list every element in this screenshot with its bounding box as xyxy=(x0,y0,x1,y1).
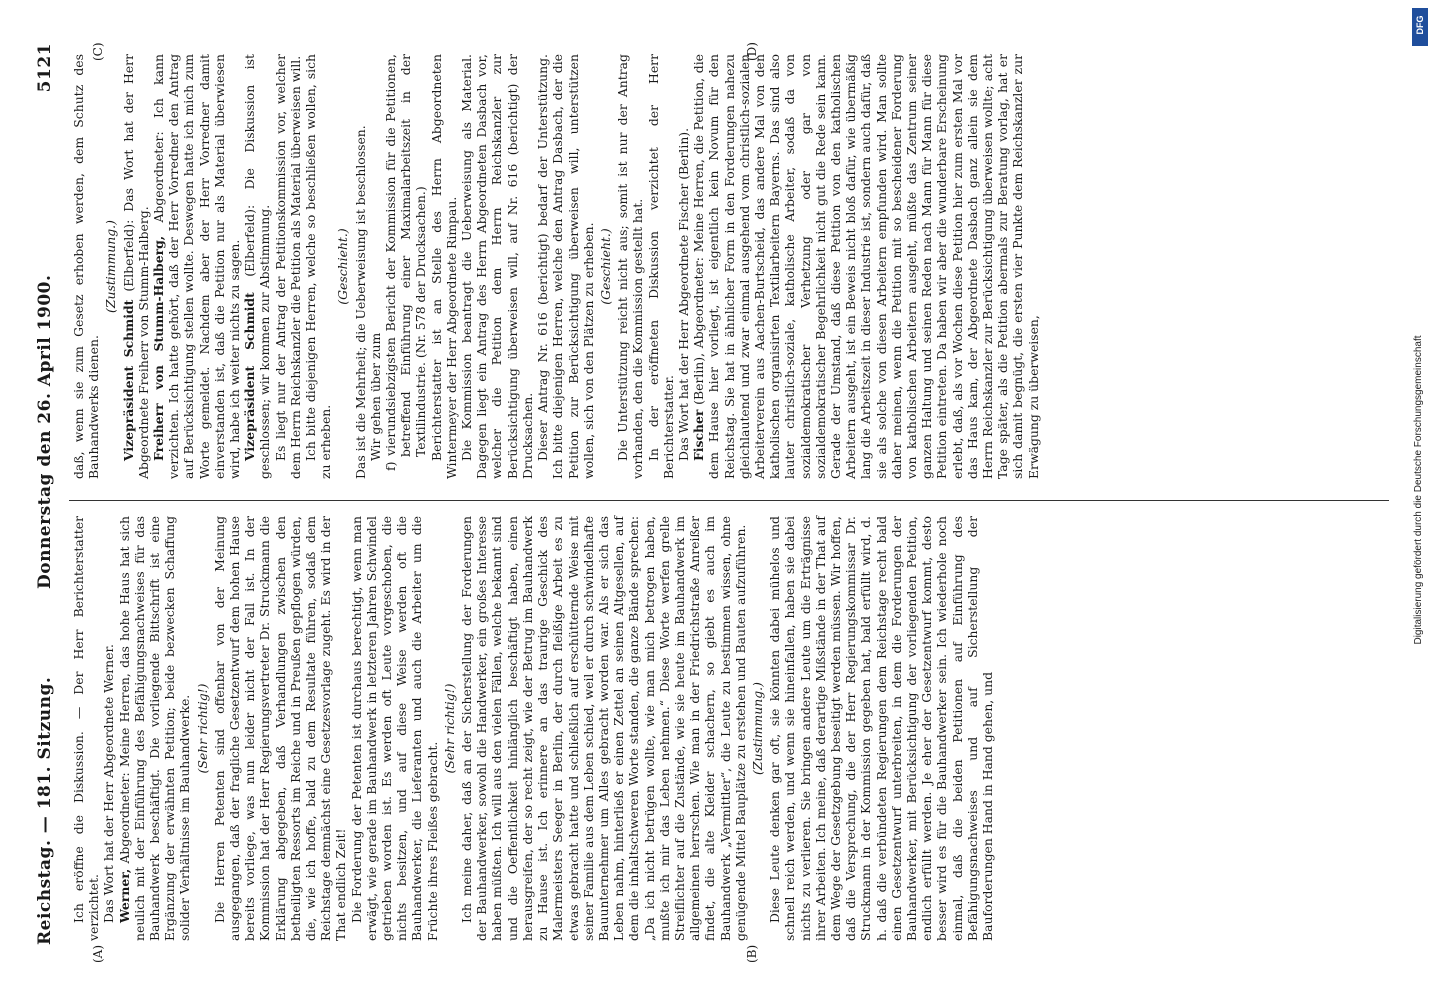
paragraph: Dieser Antrag Nr. 616 (berichtigt) bedarf der Unterstützung. Ich bitte diejenigen Herren, welche den Antrag Dasbach, der die Petition zur Berücksichtigung überweisen will, unterstützen wollen, sich von den Plätzen zu erheben. xyxy=(535,54,596,479)
running-head xyxy=(25,31,63,969)
margin-mark-a: (A) xyxy=(91,944,105,963)
speaker-name: Fischer xyxy=(691,409,707,461)
running-head-left: Reichstag. — 181. Sitzung. xyxy=(35,676,55,945)
speaker-name: Freiherr von Stumm-Halberg, xyxy=(151,235,167,461)
dfg-logo xyxy=(1412,8,1428,46)
paragraph: In der eröffneten Diskussion verzichtet der Herr Berichterstatter. xyxy=(645,54,676,479)
rotated-newspaper-page xyxy=(25,31,1397,969)
digitization-note xyxy=(1408,80,1430,900)
paragraph: Die Forderung der Petenten ist durchaus berechtigt, wenn man erwägt, wie gerade im Bauhandwerk in letzteren Jahren Schwindel getrieben worden ist. Es werden oft Leute vorgeschoben, die nichts besitzen, und auf diese Weise werden oft die Bauhandwerker, die Lieferanten und auch die Arbeiter um die Früchte ihres Fleißes gebracht. xyxy=(348,516,440,941)
dfg-logo-text: DFG xyxy=(1415,15,1425,35)
paragraph: Die Herren Petenten sind offenbar von der Meinung ausgegangen, daß der fragliche Gesetzentwurf dem hohen Hause bereits vorliege, was nun leider nicht der Fall ist. In der Kommission hat der Herr Regierungsvertreter Dr. Struckmann die Erklärung abgegeben, daß Verhandlungen zwischen den betheiligten Ressorts im Reiche und in Preußen gepflogen würden, die, wie ich hoffe, bald zu dem Resultate führen, sodaß dem Reichstage demnächst eine Gesetzesvorlage zugeht. Es wird in der That endlich Zeit! xyxy=(211,516,349,941)
paragraph: Es liegt nur der Antrag der Petitionskommission vor, welcher dem Herrn Reichskanzler die Petition als Material überweisen will. xyxy=(272,54,303,479)
paragraph xyxy=(691,54,1041,479)
digitization-note-text: Digitalisierung gefördert durch die Deutsche Forschungsgemeinschaft xyxy=(1413,335,1424,645)
paragraph xyxy=(242,54,272,479)
paragraph xyxy=(117,516,193,941)
interjection: (Geschieht.) xyxy=(597,228,613,305)
paragraph: Die Unterstützung reicht nicht aus; somit ist nur der Antrag vorhanden, den die Kommission gestellt hat. xyxy=(615,54,646,479)
paragraph: Wir gehen über zum xyxy=(367,332,383,461)
right-text-column xyxy=(71,54,1041,479)
interjection: (Sehr richtig!) xyxy=(194,683,210,774)
paragraph-text: (Elberfeld): Die Diskussion ist geschlossen; wir kommen zur Abstimmung. xyxy=(242,54,273,479)
left-text-column xyxy=(71,516,995,941)
column-divider xyxy=(69,500,1389,501)
paragraph xyxy=(121,54,151,479)
margin-mark-c: (C) xyxy=(91,42,105,61)
paragraph-text: (Elberfeld): Das Wort hat der Herr Abgeordnete Freiherr von Stumm-Halberg. xyxy=(120,54,151,479)
agenda-item: f) vierundsiebzigsten Bericht der Kommission für die Petitionen, betreffend Einführung einer Maximalarbeitszeit in der Textilindustrie. (Nr. 578 der Drucksachen.) xyxy=(383,54,429,471)
page-number: 5121 xyxy=(35,43,55,93)
paragraph-text: Abgeordneter: Meine Herren, das hohe Haus hat sich neulich mit der Einführung des Befähigungsnachweises für das Bauhandwerk beschäftigt. Die vorliegende Bittschrift ist eine Ergänzung der erwähnten Petition; beide bezwecken Schaffung solider Verhältnisse im Bauhandwerke. xyxy=(116,516,193,941)
margin-mark-d: (D) xyxy=(745,42,759,61)
paragraph: Die Kommission beantragt die Ueberweisung als Material. Dagegen liegt ein Antrag des Herrn Abgeordneten Dasbach vor, welcher die Petition dem Herrn Reichskanzler zur Berücksichtigung überweisen will, auf Nr. 616 (berichtigt) der Drucksachen. xyxy=(459,54,535,479)
speaker-name: Werner, xyxy=(116,868,132,923)
paragraph-text: (Berlin), Abgeordneter: Meine Herren, die Petition, die dem Hause hier vorliegt, ist eigentlich kein Novum für den Reichstag. Sie hat in ähnlicher Form in den Forderungen nahezu gleichlautend und zwar einmal ausgehend vom christlich-sozialen Arbeiterverein aus Aachen-Burtscheid, das andere Mal von den katholischen organisirten Textilarbeitern Bayerns. Das sind also lauter christlich-soziale, katholische Arbeiter, sodaß da von sozialdemokratischer Verhetzung oder gar von sozialdemokratischer Begehrlichkeit nicht gut die Rede sein kann. Gerade der Umstand, daß diese Petition von den katholischen Arbeitern ausgeht, ist ein Beweis nicht bloß dafür, wie übermäßig lang die Arbeitszeit in dieser Industrie ist, sondern auch dafür, daß sie als solche von diesen Arbeitern empfunden wird. Man sollte daher meinen, wenn die Petition mit so bescheidener Forderung von katholischen Arbeitern ausgeht, müßte das Zentrum seiner ganzen Haltung und seinen Reden nach Mann für Mann für diese Petition eintreten. Da haben wir aber die wunderbare Erscheinung erlebt, daß, als vor Wochen diese Petition hier zum ersten Mal vor das Haus kam, der Abgeordnete Dasbach ganz allein sie dem Herrn Reichskanzler zur Berücksichtigung überweisen wollte; acht Tage später, als die Petition abermals zur Beratung vorlag, hat er sich damit begnügt, die ersten vier Punkte dem Reichskanzler zur Erwägung zu überweisen, xyxy=(691,54,1041,479)
speaker-name: Vizepräsident Schmidt xyxy=(120,299,136,461)
interjection: (Zustimmung.) xyxy=(749,682,765,775)
paragraph: Ich bitte diejenigen Herren, welche so beschließen wollen, sich zu erheben. xyxy=(303,54,334,479)
paragraph: Das Wort hat der Herr Abgeordnete Fischer (Berlin). xyxy=(675,127,691,461)
paragraph: Berichterstatter ist an Stelle des Herrn Abgeordneten Wintermeyer der Herr Abgeordnete Rimpau. xyxy=(428,54,459,479)
paragraph xyxy=(151,54,242,479)
speaker-name: Vizepräsident Schmidt xyxy=(242,292,258,461)
interjection: (Sehr richtig!) xyxy=(441,683,457,774)
paragraph: Das Wort hat der Herr Abgeordnete Werner. xyxy=(101,644,117,923)
margin-mark-b: (B) xyxy=(745,944,759,963)
paragraph: Ich meine daher, daß an der Sicherstellung der Forderungen der Bauhandwerker, sowohl die Handwerker, ein großes Interesse haben müßten. Ich will aus den vielen Fällen, welche bekannt sind und die Oeffentlichkeit hinlänglich beschäftigt haben, einen herausgreifen, der so recht zeigt, wie der Betrug im Bauhandwerk zu Hause ist. Ich erinnere an das traurige Geschick des Malermeisters Seeger in Berlin, der durch fleißige Arbeit es zu etwas gebracht hatte und schließlich auf erschütternde Weise mit seiner Familie aus dem Leben schied, weil er durch schwindelhafte Bauunternehmer um Alles gebracht worden war. Als er sich das Leben nahm, hinterließ er einen Zettel an seinen Altgesellen, auf dem die inhaltschweren Worte standen, die ganze Bände sprechen: „Da ich nicht betrügen wollte, wie man mich betrogen haben, mußte ich mir das Leben nehmen.“ Diese Worte werfen grelle Streiflichter auf die Zustände, wie sie heute im Bauhandwerk im allgemeinen herrschen. Wie man in der Friedrichstraße Anreißer findet, die alte Kleider schachern, so giebt es auch im Bauhandwerk „Vermittler“, die Leute zu bestimmen wissen, ohne genügende Mittel Bauplätze zu erstehen und Bauten aufzuführen. xyxy=(459,516,748,941)
running-head-date: Donnerstag den 26. April 1900. xyxy=(35,274,55,589)
paragraph: Das ist die Mehrheit; die Ueberweisung ist beschlossen. xyxy=(352,125,368,479)
paragraph: Diese Leute denken gar oft, sie könnten dabei mühelos und schnell reich werden, und wenn sie hineinfallen, haben sie dabei nichts zu verlieren. Sie bringen andere Leute um die Erträgnisse ihrer Arbeiten. Ich meine, daß derartige Mißstände in der That auf dem Wege der Gesetzgebung beseitigt werden müssen. Wir hoffen, daß die Versprechung, die der Herr Regierungskommissar Dr. Struckmann in der Kommission gegeben hat, bald erfüllt wird, d. h. daß die verbündeten Regierungen dem Reichstage recht bald einen Gesetzentwurf unterbreiten, in dem die Forderungen der Bauhandwerker, mit Berücksichtigung der vorliegenden Petition, endlich erfüllt werden. Je eher der Gesetzentwurf kommt, desto besser wird es für die Bauhandwerker sein. Ich wiederhole noch einmal, daß die beiden Petitionen auf Einführung des Befähigungsnachweises und auf Sicherstellung der Bauforderungen Hand in Hand gehen, und xyxy=(767,516,995,941)
paragraph: Ich eröffne die Diskussion. — Der Herr Berichterstatter verzichtet. xyxy=(71,516,102,941)
interjection: (Geschieht.) xyxy=(335,228,351,305)
interjection: (Zustimmung.) xyxy=(103,220,119,313)
paragraph: daß, wenn sie zum Gesetz erhoben werden, dem Schutz des Bauhandwerks dienen. xyxy=(71,54,102,479)
paragraph-text: Abgeordneter: Ich kann verzichten. Ich hatte gehört, daß der Herr Vorredner den Antrag auf Berücksichtigung stellen wollte. Deswegen hatte ich mich zum Worte gemeldet. Nachdem aber der Herr Vorredner damit einverstanden ist, daß die Petition nur als Material überwiesen wird, habe ich weiter nichts zu sagen. xyxy=(151,54,243,479)
